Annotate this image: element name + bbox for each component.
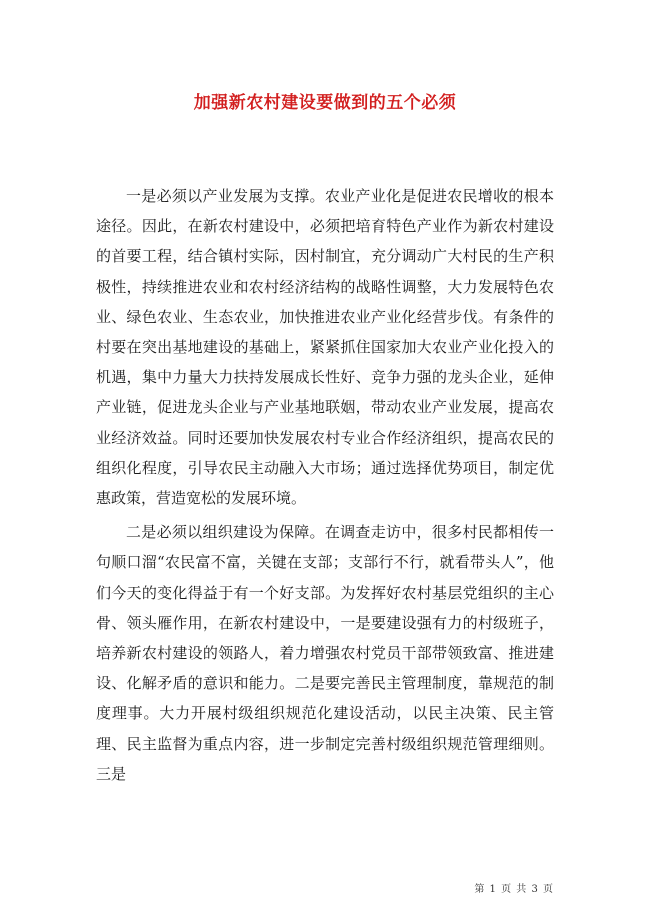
page-number-footer: 第 1 页 共 3 页 [474, 884, 554, 895]
document-body [96, 181, 554, 791]
paragraph-1: 一是必须以产业发展为支撑。农业产业化是促进农民增收的根本途径。因此，在新农村建设中，必须把培育特色产业作为新农村建设的首要工程，结合镇村实际，因村制宜，充分调动广大村民的生产积极性，持续推进农业和农村经济结构的战略性调整，大力发展特色农业、绿色农业、生态农业，加快推进农业产业化经营步伐。有条件的村要在突出基地建设的基础上，紧紧抓住国家加大农业产业化投入的机遇，集中力量大力扶持发展成长性好、竞争力强的龙头企业，延伸产业链，促进龙头企业与产业基地联姻，带动农业产业发展，提高农业经济效益。同时还要加快发展农村专业合作经济组织，提高农民的组织化程度，引导农民主动融入大市场；通过选择优势项目，制定优惠政策，营造宽松的发展环境。 [96, 187, 554, 508]
document-title: 加强新农村建设要做到的五个必须 [193, 93, 457, 113]
paragraph-2: 二是必须以组织建设为保障。在调查走访中，很多村民都相传一句顺口溜“农民富不富，关键在支部；支部行不行，就看带头人”，他们今天的变化得益于有一个好支部。为发挥好农村基层党组织的主心骨、领头雁作用，在新农村建设中，一是要建设强有力的村级班子，培养新农村建设的领路人，着力增强农村党员干部带领致富、推进建设、化解矛盾的意识和能力。二是要完善民主管理制度，靠规范的制度理事。大力开展村级组织规范化建设活动，以民主决策、民主管理、民主监督为重点内容，进一步制定完善村级组织规范管理细则。三是 [96, 523, 554, 783]
